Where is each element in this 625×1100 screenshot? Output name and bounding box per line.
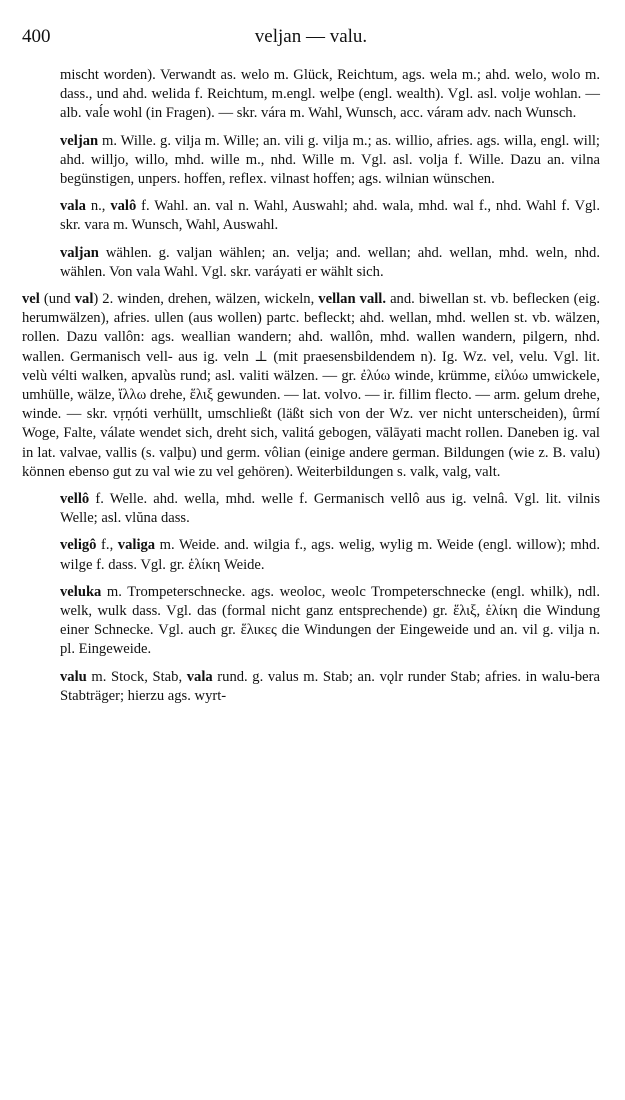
entry-text: (und: [39, 291, 75, 308]
dictionary-entry: [22, 668, 600, 706]
entry-text: m. Stock, Stab,: [86, 668, 187, 685]
entry-text: n.,: [85, 198, 111, 215]
headword: veligô: [60, 537, 97, 554]
headword: veluka: [60, 583, 102, 600]
dictionary-entry: [22, 66, 600, 124]
headword: vel: [22, 291, 40, 308]
headword: vellan vall.: [318, 291, 387, 308]
entry-text: f. Welle. ahd. wella, mhd. welle f. Germanisch vellô aus ig. velnâ. Vgl. lit. vilnis Welle; asl. vlŭna dass.: [60, 491, 600, 527]
entry-text: f. Wahl. an. val n. Wahl, Auswahl; ahd. wala, mhd. wal f., nhd. Wahl f. Vgl. skr. vara m. Wunsch, Wahl, Auswahl.: [60, 198, 600, 234]
entry-text: m. Wille. g. vilja m. Wille; an. vili g. vilja m.; as. willio, afries. ags. willa, engl. will; ahd. willjo, willo, mhd. wille m., nhd. Wille m. Vgl. asl. volja f. Wille. Dazu an. vilna begünstigen, unpers. hoffen, reflex. vilnast hoffen; ags. wilnian wünschen.: [60, 132, 600, 188]
headword: valô: [110, 198, 137, 215]
dictionary-entry: [22, 536, 600, 574]
entry-text: and. biwellan st. vb. beflecken (eig. herumwälzen), afries. ullen (aus wollen) partc. befleckt; ahd. wellan, mhd. wellen st. vb. wälzen, rollen. Dazu vallôn: ags. weallian wandern; ahd. wallôn, mhd. wallen wandern, pilgern, nhd. wallen. Germanisch vell- aus ig. veln ⊥ (mit praesensbildendem n). Ig. Wz. vel, velu. Vgl. lit. velù vélti walken, apvalùs rund; asl. valiti wälzen. — gr. ἐλύω winde, krümme, εἰλύω umwickele, umhülle, wälze, ἴλλω drehe, ἕλιξ gewunden. — lat. volvo. — ir. fillim flecto. — arm. gelum drehe, winde. — skr. vṛṇóti verhüllt, umschließt (läßt sich von der Wz. ver nicht unterscheiden), ûrmí Woge, Falte, válate wendet sich, dreht sich, valitá gebogen, vālāyati macht rollen. Daneben ig. val in lat. valvae, vallis (s. valþu) und germ. vôlian (einige andere german. Bildungen (wie z. B. valu) können ebenso gut zu val wie zu vel gehören). Weiterbildungen s. valk, valg, valt.: [22, 291, 600, 480]
dictionary-entry: [22, 244, 600, 282]
entry-text: m. Trompeterschnecke. ags. weoloc, weolc Trompeterschnecke (engl. whilk), ndl. welk, wulk dass. Vgl. das (formal nicht ganz entsprechende) gr. ἕλιξ, ἑλίκη die Windung einer Schnecke. Vgl. auch gr. ἕλικες die Windungen der Eingeweide und an. vil g. vilja n. pl. Eingeweide.: [60, 583, 600, 658]
headword: valjan: [60, 244, 99, 261]
dictionary-entry: [22, 197, 600, 235]
dictionary-entry: [22, 290, 600, 482]
headword: veljan: [60, 132, 99, 149]
dictionary-entry: [22, 490, 600, 528]
headword: vellô: [60, 491, 90, 508]
entry-text: wählen. g. valjan wählen; an. velja; and. wellan; ahd. wellan, mhd. weln, nhd. wählen. Von vala Wahl. Vgl. skr. varáyati er wählt sich.: [60, 244, 600, 280]
headword: vala: [186, 668, 213, 685]
entry-text: mischt worden). Verwandt as. welo m. Glück, Reichtum, ags. wela m.; ahd. welo, wolo m. dass., und ahd. welida f. Reichtum, m.engl. welþe (engl. wealth). Vgl. asl. volje wohlan. — alb. vaĺe wohl (in Fragen). — skr. vára m. Wahl, Wunsch, acc. váram adv. nach Wunsch.: [60, 67, 600, 122]
entry-text: m. Weide. and. wilgia f., ags. welig, wylig m. Weide (engl. willow); mhd. wilge f. dass. Vgl. gr. ἑλίκη Weide.: [60, 537, 600, 573]
headword: valiga: [117, 537, 156, 554]
entry-text: rund. g. valus m. Stab; an. vǫlr runder Stab; afries. in walu-bera Stabträger; hierzu ags. wyrt-: [60, 668, 600, 704]
running-title: veljan — valu.: [254, 26, 368, 47]
page-number: 400: [22, 26, 51, 47]
entry-text: f.,: [96, 537, 118, 554]
headword: vala: [60, 198, 86, 215]
dictionary-entry: [22, 583, 600, 660]
entries-body: [22, 66, 600, 714]
dictionary-entry: [22, 132, 600, 190]
headword: valu: [60, 668, 87, 685]
entry-text: ) 2. winden, drehen, wälzen, wickeln,: [93, 291, 319, 308]
page-header: [22, 26, 600, 50]
headword: val: [74, 291, 94, 308]
